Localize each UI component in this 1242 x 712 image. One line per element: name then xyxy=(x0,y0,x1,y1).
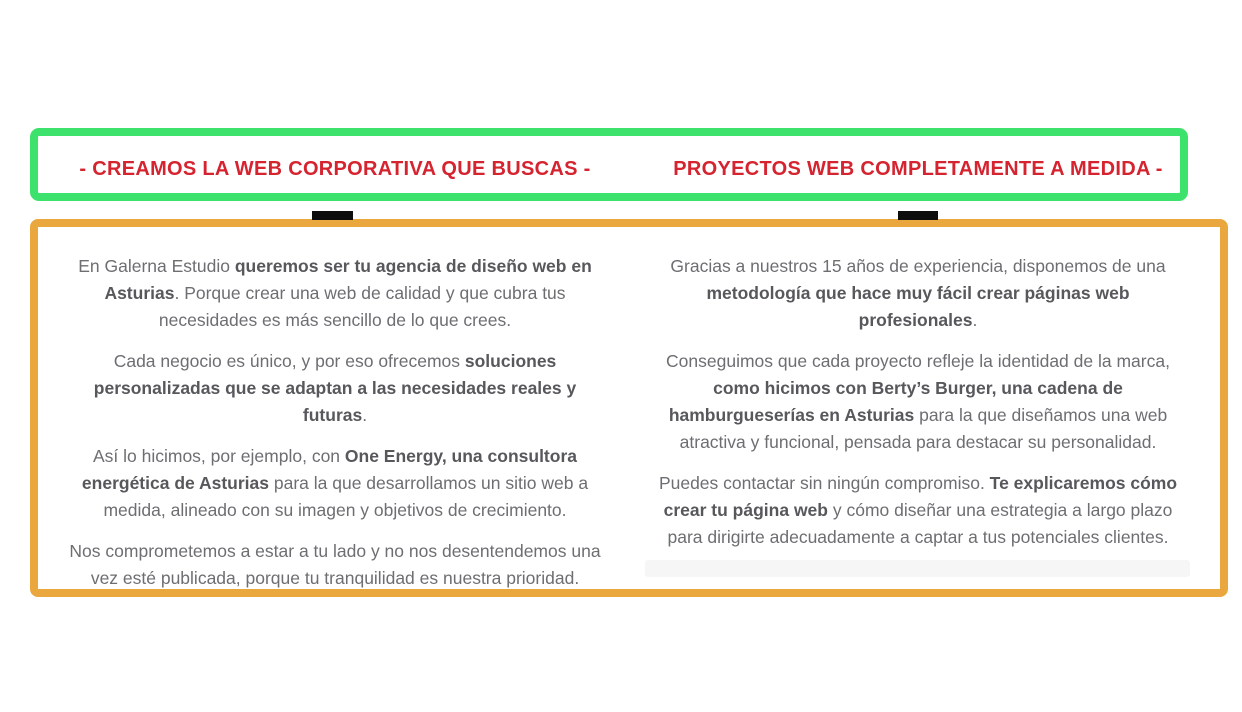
text-segment-bold: Te explicaremos cómo crear tu página web xyxy=(663,473,1178,520)
left-text-column xyxy=(62,253,608,606)
paragraph xyxy=(62,538,608,592)
heading-cell-left xyxy=(62,133,608,206)
paragraph xyxy=(645,253,1191,334)
paragraph xyxy=(62,348,608,429)
heading-underline-marker-left xyxy=(312,211,353,220)
text-segment-bold: queremos ser tu agencia de diseño web en Asturias xyxy=(104,256,592,303)
heading-left: - CREAMOS LA WEB CORPORATIVA QUE BUSCAS - xyxy=(79,158,591,180)
text-segment: . xyxy=(972,310,978,330)
text-segment-bold: metodología que hace muy fácil crear páginas web profesionales xyxy=(706,283,1130,330)
right-text-column xyxy=(645,253,1191,565)
text-segment: En Galerna Estudio xyxy=(78,256,235,276)
faded-placeholder-bar xyxy=(645,560,1190,577)
text-segment-bold: soluciones personalizadas que se adaptan a las necesidades reales y futuras xyxy=(93,351,577,425)
text-segment: para la que diseñamos una web atractiva y funcional, pensada para destacar su personalidad. xyxy=(679,405,1168,452)
text-segment: Así lo hicimos, por ejemplo, con xyxy=(92,446,345,466)
heading-cell-right xyxy=(645,133,1191,206)
text-segment: y cómo diseñar una estrategia a largo plazo para dirigirte adecuadamente a captar a tus potenciales clientes. xyxy=(667,500,1173,547)
heading-right: PROYECTOS WEB COMPLETAMENTE A MEDIDA - xyxy=(673,158,1163,180)
text-segment: Conseguimos que cada proyecto refleje la identidad de la marca, xyxy=(666,351,1170,371)
paragraph xyxy=(62,443,608,524)
paragraph xyxy=(62,253,608,334)
text-segment: . xyxy=(362,405,368,425)
text-segment: Puedes contactar sin ningún compromiso. xyxy=(658,473,990,493)
text-segment: Nos comprometemos a estar a tu lado y no nos desentendemos una vez esté publicada, porque tu tranquilidad es nuestra prioridad. xyxy=(69,541,601,588)
heading-underline-marker-right xyxy=(898,211,938,220)
text-segment: Gracias a nuestros 15 años de experiencia, disponemos de una xyxy=(670,256,1166,276)
text-segment: . Porque crear una web de calidad y que cubra tus necesidades es más sencillo de lo que crees. xyxy=(158,283,566,330)
text-segment: para la que desarrollamos un sitio web a medida, alineado con su imagen y objetivos de crecimiento. xyxy=(103,473,589,520)
text-segment-bold: One Energy, una consultora energética de Asturias xyxy=(81,446,577,493)
text-segment-bold: como hicimos con Berty’s Burger, una cadena de hamburgueserías en Asturias xyxy=(668,378,1123,425)
paragraph xyxy=(645,470,1191,551)
text-segment: Cada negocio es único, y por eso ofrecemos xyxy=(113,351,465,371)
paragraph xyxy=(645,348,1191,456)
